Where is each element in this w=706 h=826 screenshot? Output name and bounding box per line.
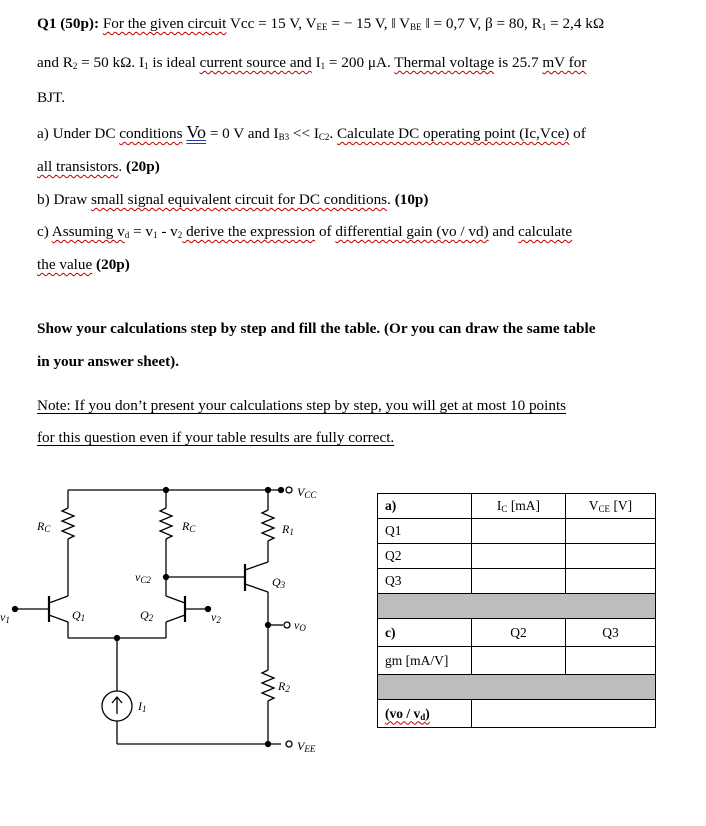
table-cell[interactable] xyxy=(566,569,656,594)
table-cell: a) xyxy=(378,494,472,519)
text: the value xyxy=(37,256,93,273)
text: and xyxy=(488,223,519,240)
q2-label: Q2 xyxy=(140,608,154,623)
text: ) xyxy=(425,705,430,721)
q3-collector xyxy=(245,562,268,570)
text: = 50 kΩ. I xyxy=(77,54,145,71)
vcc-label: VCC xyxy=(297,485,317,500)
text: = − 15 V, ‖ V xyxy=(327,15,411,32)
text: calculate xyxy=(518,223,573,240)
q1-emitter xyxy=(49,615,68,622)
question-line-2 xyxy=(37,53,665,76)
vee-label: VEE xyxy=(297,739,316,754)
v2-label: v2 xyxy=(211,610,221,625)
text: derive the expression xyxy=(182,223,316,240)
table-cell[interactable] xyxy=(472,700,656,728)
text: 1 xyxy=(144,61,149,71)
text: a) Under DC xyxy=(37,125,120,142)
table-cell[interactable] xyxy=(472,647,566,675)
text: small signal equivalent circuit for DC conditions xyxy=(90,191,388,208)
text: Calculate DC operating point (Ic,Vce) xyxy=(337,125,570,142)
q3-label: Q3 xyxy=(272,575,286,590)
question-line-3 xyxy=(37,88,665,108)
text: [mA] xyxy=(507,498,541,513)
v1-label: v1 xyxy=(0,610,10,625)
table-cell[interactable] xyxy=(472,569,566,594)
gain-label xyxy=(385,706,430,721)
table-cell: Q3 xyxy=(378,569,472,594)
text: = 200 μA. xyxy=(325,54,395,71)
text: C2 xyxy=(318,132,330,142)
question-line-1 xyxy=(37,14,665,37)
q2-collector xyxy=(166,596,185,603)
text: - v xyxy=(157,223,178,240)
text: all transistors xyxy=(37,158,119,175)
text: Thermal voltage xyxy=(394,54,495,71)
table-cell xyxy=(566,494,656,519)
text: . xyxy=(118,158,127,175)
text: . xyxy=(387,191,395,208)
text: 1 xyxy=(320,61,326,71)
table-row xyxy=(378,569,656,594)
text: c) xyxy=(37,223,52,240)
text: I xyxy=(496,498,502,513)
text: b) Draw xyxy=(37,191,91,208)
text: CE xyxy=(598,504,611,514)
rc-left-resistor xyxy=(62,508,74,539)
table-cell: c) xyxy=(378,619,472,647)
table-separator-row xyxy=(378,594,656,619)
text: = 2,4 kΩ xyxy=(546,15,605,32)
text: of xyxy=(315,223,336,240)
text: = v xyxy=(129,223,154,240)
text: mV for xyxy=(542,54,587,71)
table-cell xyxy=(378,594,656,619)
question-line-4 xyxy=(37,122,665,147)
table-cell[interactable] xyxy=(566,647,656,675)
vee-terminal xyxy=(286,741,292,747)
question-line-6 xyxy=(37,190,665,210)
text: EE xyxy=(316,22,328,32)
question-label: Q1 (50p): xyxy=(37,15,100,32)
table-cell: Q2 xyxy=(472,619,566,647)
q1-label: Q1 xyxy=(72,608,86,623)
text: Assuming v xyxy=(51,223,125,240)
text: . xyxy=(329,125,337,142)
text: Vcc = 15 V, V xyxy=(226,15,317,32)
text: BE xyxy=(410,22,422,32)
r2-label: R2 xyxy=(278,679,290,694)
table-row xyxy=(378,519,656,544)
text: For the given circuit xyxy=(102,15,227,32)
text: conditions xyxy=(119,125,183,142)
table-cell[interactable] xyxy=(472,519,566,544)
table-cell: Q3 xyxy=(566,619,656,647)
i1-label: I1 xyxy=(138,699,147,714)
table-cell: Q1 xyxy=(378,519,472,544)
question-line-7 xyxy=(37,222,665,245)
vo-circuit-label: vO xyxy=(294,618,306,633)
text: 2 xyxy=(177,230,183,240)
text: << I xyxy=(289,125,319,142)
text: B3 xyxy=(278,132,290,142)
table-separator-row xyxy=(378,675,656,700)
text: C xyxy=(501,504,508,514)
text: [V] xyxy=(610,498,633,513)
question-line-8 xyxy=(37,255,665,275)
note-line-1: Note: If you don’t present your calculations step by step, you will get at most 10 points xyxy=(37,397,567,414)
instructions-line-1: Show your calculations step by step and fill the table. (Or you can draw the same table xyxy=(37,320,596,337)
rc-left-label: RC xyxy=(37,519,51,534)
vcc-terminal xyxy=(286,487,292,493)
points: (10p) xyxy=(394,191,429,208)
v2-node xyxy=(206,607,211,612)
table-row xyxy=(378,647,656,675)
points: (20p) xyxy=(126,158,160,175)
note-line-2: for this question even if your table results are fully correct. xyxy=(37,429,395,446)
table-header-row xyxy=(378,494,656,519)
table-cell[interactable] xyxy=(566,519,656,544)
text: V xyxy=(588,498,599,513)
rc-mid-resistor xyxy=(160,508,172,539)
vo-label: Vo xyxy=(186,122,207,142)
table-cell xyxy=(378,675,656,700)
vcc-node xyxy=(279,488,284,493)
table-row xyxy=(378,700,656,728)
q3-emitter xyxy=(245,584,268,592)
text: BJT. xyxy=(37,89,65,106)
text: ‖ = 0,7 V, β = 80, R xyxy=(421,15,542,32)
table-cell: Q2 xyxy=(378,544,472,569)
text: (vo / v xyxy=(385,705,421,721)
text: is ideal xyxy=(148,54,200,71)
r1-resistor xyxy=(262,510,274,541)
q2-emitter xyxy=(166,615,185,622)
text: = 0 V and I xyxy=(206,125,279,142)
table-cell[interactable] xyxy=(472,544,566,569)
table-cell xyxy=(378,700,472,728)
question-line-5 xyxy=(37,157,665,177)
text: of xyxy=(569,125,586,142)
r1-label: R1 xyxy=(282,522,294,537)
r2-resistor xyxy=(262,670,274,701)
instructions-line-2: in your answer sheet). xyxy=(37,353,180,370)
text: d xyxy=(124,230,130,240)
q1-collector xyxy=(49,596,68,603)
text: 1 xyxy=(153,230,158,240)
points: (20p) xyxy=(96,256,130,273)
text: 2 xyxy=(72,61,78,71)
table-cell[interactable] xyxy=(566,544,656,569)
text: differential gain (vo / vd) xyxy=(335,223,489,240)
text: current source and xyxy=(199,54,312,71)
table-header-row xyxy=(378,619,656,647)
circuit-diagram xyxy=(0,470,345,770)
text: 1 xyxy=(541,22,547,32)
results-table xyxy=(377,493,656,728)
text: d xyxy=(420,711,426,722)
text: I xyxy=(311,54,321,71)
table-row xyxy=(378,544,656,569)
table-cell xyxy=(472,494,566,519)
v1-node xyxy=(13,607,18,612)
rc-mid-label: RC xyxy=(182,519,196,534)
vo-terminal xyxy=(284,622,290,628)
table-cell: gm [mA/V] xyxy=(378,647,472,675)
vc2-label: vC2 xyxy=(135,570,151,585)
text: and R xyxy=(37,54,73,71)
text: is 25.7 xyxy=(494,54,543,71)
